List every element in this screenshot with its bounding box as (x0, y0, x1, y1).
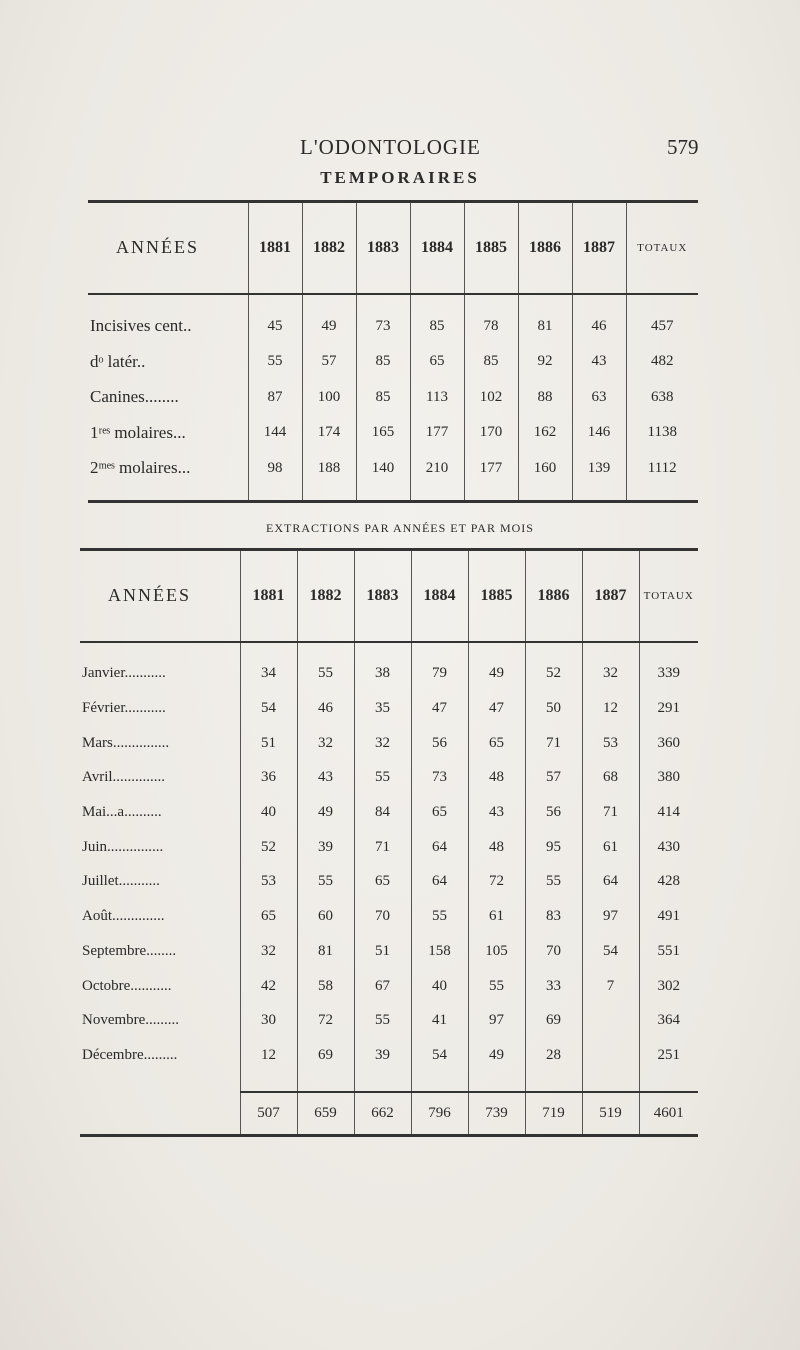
value-cell: 140 (356, 451, 410, 487)
value-cell: 85 (356, 344, 410, 380)
value-cell: 97 (468, 1003, 525, 1038)
row-total-cell: 302 (639, 969, 698, 1004)
value-cell: 68 (582, 761, 639, 796)
value-cell: 28 (525, 1038, 582, 1073)
value-cell: 139 (572, 451, 626, 487)
row-label: Août.............. (82, 908, 165, 925)
value-cell: 64 (411, 830, 468, 865)
value-cell: 55 (248, 344, 302, 380)
row-label: 2ᵐᵉˢ molaires... (90, 458, 191, 478)
value-cell: 63 (572, 380, 626, 416)
value-cell: 65 (411, 795, 468, 830)
row-total-cell: 482 (626, 344, 698, 380)
value-cell: 65 (468, 726, 525, 761)
value-cell: 57 (302, 344, 356, 380)
row-label: Avril.............. (82, 769, 166, 786)
table1-header-row (88, 202, 698, 294)
row-label: Novembre......... (82, 1012, 180, 1029)
value-cell: 70 (354, 899, 411, 934)
value-cell: 73 (411, 761, 468, 796)
value-cell: 52 (525, 657, 582, 692)
value-cell: 53 (240, 865, 297, 900)
value-cell: 55 (468, 969, 525, 1004)
value-cell: 162 (518, 415, 572, 451)
value-cell: 54 (240, 691, 297, 726)
value-cell: 36 (240, 761, 297, 796)
year-header: 1881 (248, 202, 302, 294)
value-cell: 65 (240, 899, 297, 934)
table2-sum-row (80, 1092, 698, 1136)
row-total-cell: 251 (639, 1038, 698, 1073)
value-cell: 48 (468, 761, 525, 796)
table-row (80, 865, 698, 900)
value-cell: 174 (302, 415, 356, 451)
row-total-cell: 638 (626, 380, 698, 416)
table-row (80, 934, 698, 969)
table-extractions (80, 548, 698, 1137)
value-cell: 7 (582, 969, 639, 1004)
value-cell: 170 (464, 415, 518, 451)
table-row (80, 969, 698, 1004)
value-cell: 73 (356, 309, 410, 345)
table-row (88, 309, 698, 345)
value-cell: 72 (468, 865, 525, 900)
value-cell: 45 (248, 309, 302, 345)
sum-cell: 796 (411, 1092, 468, 1136)
value-cell: 49 (468, 1038, 525, 1073)
row-label: 1ʳᵉˢ molaires... (90, 422, 186, 442)
value-cell: 92 (518, 344, 572, 380)
value-cell: 70 (525, 934, 582, 969)
value-cell: 34 (240, 657, 297, 692)
table1-label-header: ANNÉES (88, 202, 248, 294)
year-header: 1886 (518, 202, 572, 294)
table-row (88, 451, 698, 487)
total-header: TOTAUX (626, 202, 698, 294)
value-cell: 48 (468, 830, 525, 865)
value-cell: 177 (464, 451, 518, 487)
value-cell: 79 (411, 657, 468, 692)
table-row (80, 899, 698, 934)
value-cell: 46 (297, 691, 354, 726)
value-cell: 32 (297, 726, 354, 761)
value-cell: 32 (240, 934, 297, 969)
value-cell: 30 (240, 1003, 297, 1038)
table2-title: EXTRACTIONS PAR ANNÉES ET PAR MOIS (266, 521, 534, 535)
value-cell: 85 (464, 344, 518, 380)
year-header: 1887 (582, 550, 639, 642)
value-cell: 61 (582, 830, 639, 865)
table-row (80, 830, 698, 865)
table-row (80, 1003, 698, 1038)
value-cell: 146 (572, 415, 626, 451)
table-row (88, 415, 698, 451)
value-cell: 85 (410, 309, 464, 345)
value-cell: 65 (354, 865, 411, 900)
value-cell: 52 (240, 830, 297, 865)
table-row (88, 380, 698, 416)
row-label: Décembre......... (82, 1046, 178, 1063)
value-cell: 55 (411, 899, 468, 934)
value-cell: 32 (582, 657, 639, 692)
row-total-cell: 1112 (626, 451, 698, 487)
sum-cell: 662 (354, 1092, 411, 1136)
value-cell: 43 (297, 761, 354, 796)
value-cell: 98 (248, 451, 302, 487)
value-cell: 60 (297, 899, 354, 934)
value-cell: 49 (302, 309, 356, 345)
sum-label-cell (80, 1092, 240, 1136)
value-cell: 39 (354, 1038, 411, 1073)
value-cell: 12 (582, 691, 639, 726)
row-total-cell: 430 (639, 830, 698, 865)
value-cell: 51 (240, 726, 297, 761)
value-cell: 49 (468, 657, 525, 692)
row-label: Incisives cent.. (90, 316, 192, 336)
value-cell: 210 (410, 451, 464, 487)
value-cell: 47 (411, 691, 468, 726)
row-label: dᵒ latér.. (90, 351, 146, 371)
value-cell: 54 (582, 934, 639, 969)
year-header: 1884 (410, 202, 464, 294)
row-total-cell: 360 (639, 726, 698, 761)
value-cell: 177 (410, 415, 464, 451)
row-label: Janvier........... (82, 665, 166, 682)
value-cell: 95 (525, 830, 582, 865)
year-header: 1883 (356, 202, 410, 294)
value-cell: 46 (572, 309, 626, 345)
value-cell: 39 (297, 830, 354, 865)
row-total-cell: 364 (639, 1003, 698, 1038)
table-row (80, 657, 698, 692)
row-total-cell: 428 (639, 865, 698, 900)
table-row (88, 344, 698, 380)
year-header: 1882 (302, 202, 356, 294)
value-cell: 32 (354, 726, 411, 761)
value-cell: 81 (518, 309, 572, 345)
row-label: Février........... (82, 700, 166, 717)
value-cell: 160 (518, 451, 572, 487)
value-cell: 57 (525, 761, 582, 796)
value-cell: 33 (525, 969, 582, 1004)
value-cell: 43 (468, 795, 525, 830)
value-cell: 72 (297, 1003, 354, 1038)
table-row (80, 726, 698, 761)
value-cell: 105 (468, 934, 525, 969)
value-cell: 61 (468, 899, 525, 934)
total-header: TOTAUX (639, 550, 698, 642)
row-total-cell: 291 (639, 691, 698, 726)
sum-cell: 507 (240, 1092, 297, 1136)
value-cell: 71 (582, 795, 639, 830)
value-cell: 64 (582, 865, 639, 900)
sum-cell: 719 (525, 1092, 582, 1136)
value-cell: 55 (297, 657, 354, 692)
row-total-cell: 414 (639, 795, 698, 830)
value-cell (582, 1038, 639, 1073)
row-total-cell: 491 (639, 899, 698, 934)
value-cell: 71 (354, 830, 411, 865)
row-label: Juin............... (82, 838, 164, 855)
value-cell: 54 (411, 1038, 468, 1073)
value-cell: 55 (297, 865, 354, 900)
grand-total-cell: 4601 (639, 1092, 698, 1136)
value-cell: 56 (411, 726, 468, 761)
value-cell: 188 (302, 451, 356, 487)
row-label: Mai...a.......... (82, 804, 162, 821)
value-cell: 55 (354, 761, 411, 796)
year-header: 1881 (240, 550, 297, 642)
value-cell: 71 (525, 726, 582, 761)
value-cell: 56 (525, 795, 582, 830)
value-cell: 81 (297, 934, 354, 969)
value-cell: 53 (582, 726, 639, 761)
row-label: Canines........ (90, 387, 179, 407)
value-cell: 144 (248, 415, 302, 451)
value-cell: 88 (518, 380, 572, 416)
year-header: 1887 (572, 202, 626, 294)
value-cell: 67 (354, 969, 411, 1004)
value-cell: 58 (297, 969, 354, 1004)
year-header: 1886 (525, 550, 582, 642)
value-cell: 43 (572, 344, 626, 380)
value-cell: 158 (411, 934, 468, 969)
value-cell: 35 (354, 691, 411, 726)
table-row (80, 795, 698, 830)
value-cell: 85 (356, 380, 410, 416)
table-row (80, 1038, 698, 1073)
row-label: Octobre........... (82, 977, 172, 994)
year-header: 1883 (354, 550, 411, 642)
year-header: 1882 (297, 550, 354, 642)
value-cell: 69 (525, 1003, 582, 1038)
sum-cell: 659 (297, 1092, 354, 1136)
value-cell: 50 (525, 691, 582, 726)
page-number: 579 (667, 135, 699, 159)
value-cell: 51 (354, 934, 411, 969)
value-cell: 84 (354, 795, 411, 830)
row-total-cell: 339 (639, 657, 698, 692)
value-cell: 38 (354, 657, 411, 692)
value-cell: 42 (240, 969, 297, 1004)
value-cell: 49 (297, 795, 354, 830)
row-total-cell: 380 (639, 761, 698, 796)
row-label: Mars............... (82, 734, 170, 751)
running-title: L'ODONTOLOGIE (300, 135, 481, 159)
value-cell: 64 (411, 865, 468, 900)
value-cell: 55 (354, 1003, 411, 1038)
table-row (80, 691, 698, 726)
year-header: 1884 (411, 550, 468, 642)
value-cell: 65 (410, 344, 464, 380)
value-cell: 69 (297, 1038, 354, 1073)
value-cell: 41 (411, 1003, 468, 1038)
value-cell: 40 (240, 795, 297, 830)
value-cell: 102 (464, 380, 518, 416)
value-cell: 78 (464, 309, 518, 345)
row-label: Septembre........ (82, 942, 177, 959)
value-cell: 100 (302, 380, 356, 416)
table2-header-row (80, 550, 698, 642)
year-header: 1885 (464, 202, 518, 294)
value-cell: 165 (356, 415, 410, 451)
row-total-cell: 457 (626, 309, 698, 345)
value-cell: 97 (582, 899, 639, 934)
sum-cell: 739 (468, 1092, 525, 1136)
value-cell (582, 1003, 639, 1038)
value-cell: 40 (411, 969, 468, 1004)
value-cell: 113 (410, 380, 464, 416)
table1-title: TEMPORAIRES (320, 168, 480, 187)
sum-cell: 519 (582, 1092, 639, 1136)
table2-label-header: ANNÉES (80, 550, 240, 642)
row-label: Juillet........... (82, 873, 160, 890)
table-temporaires (88, 200, 698, 503)
table-row (80, 761, 698, 796)
row-total-cell: 1138 (626, 415, 698, 451)
year-header: 1885 (468, 550, 525, 642)
value-cell: 47 (468, 691, 525, 726)
value-cell: 12 (240, 1038, 297, 1073)
value-cell: 55 (525, 865, 582, 900)
value-cell: 83 (525, 899, 582, 934)
value-cell: 87 (248, 380, 302, 416)
row-total-cell: 551 (639, 934, 698, 969)
